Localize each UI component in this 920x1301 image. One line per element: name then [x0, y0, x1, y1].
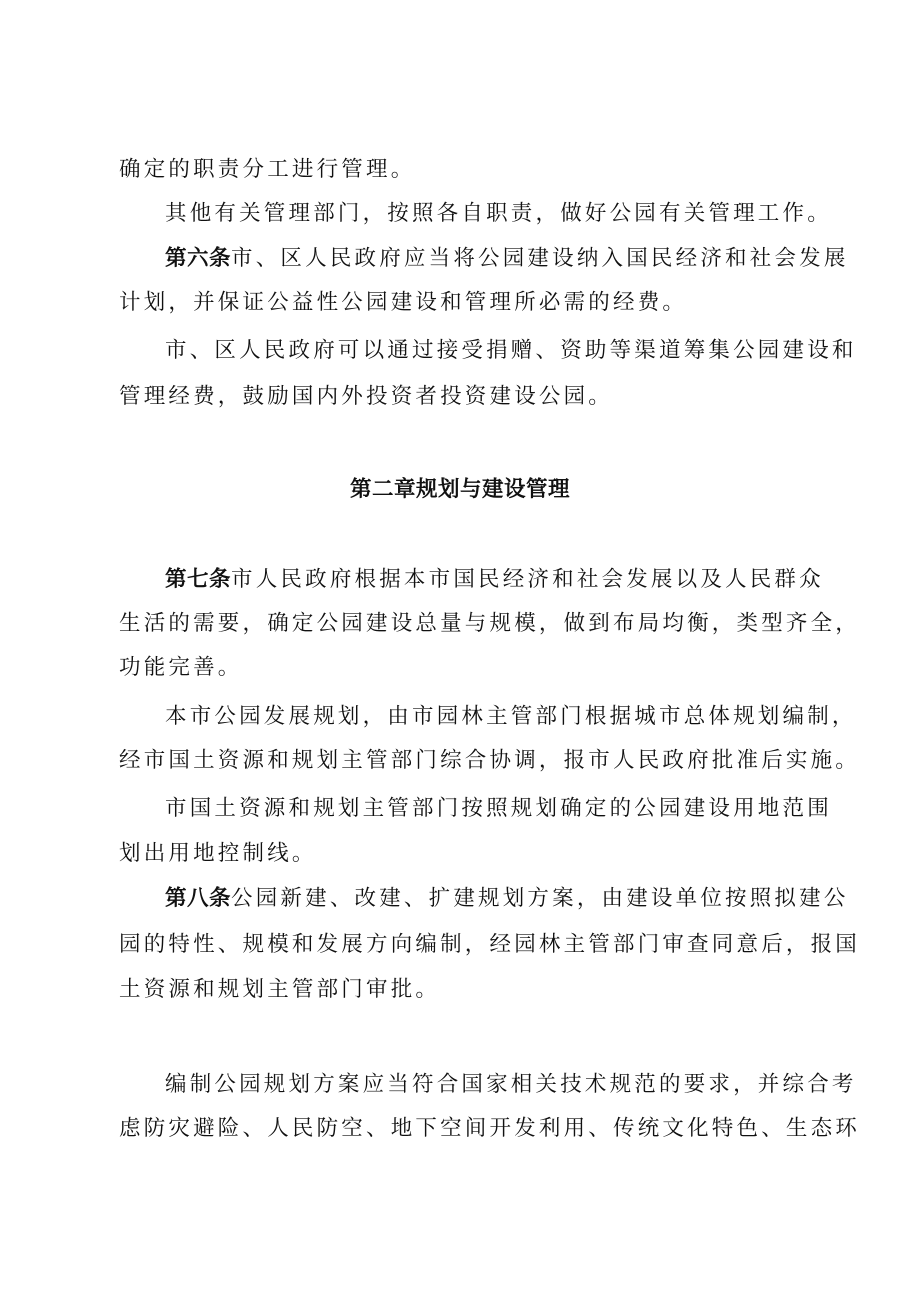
article-8-line: [165, 883, 849, 915]
body-text: 生活的需要，确定公园建设总量与规模，做到布局均衡，类型齐全，: [119, 611, 861, 636]
article-number: 第八条: [165, 886, 232, 911]
body-text: 市人民政府根据本市国民经济和社会发展以及人民群众: [231, 567, 824, 592]
article-6-line: [165, 243, 849, 275]
paragraph-line: [119, 652, 243, 684]
article-7-line: [165, 564, 824, 596]
body-text: 园的特性、规模和发展方向编制，经园林主管部门审查同意后，报国: [119, 932, 861, 957]
body-text: 市、区人民政府应当将公园建设纳入国民经济和社会发展: [231, 246, 849, 271]
paragraph-line: [165, 1069, 857, 1101]
body-text: 其他有关管理部门，按照各自职责，做好公园有关管理工作。: [165, 201, 832, 226]
body-text: 编制公园规划方案应当符合国家相关技术规范的要求，并综合考: [165, 1072, 857, 1097]
body-text: 市国土资源和规划主管部门按照规划确定的公园建设用地范围: [165, 796, 832, 821]
paragraph-line: [119, 929, 860, 961]
paragraph-line: [119, 287, 687, 319]
body-text: 市、区人民政府可以通过接受捐赠、资助等渠道筹集公园建设和: [165, 338, 857, 363]
paragraph-line: [165, 198, 832, 230]
paragraph-line: [119, 154, 415, 186]
paragraph-line: [165, 793, 832, 825]
paragraph-line: [119, 1113, 860, 1145]
paragraph-line: [165, 335, 857, 367]
chapter-heading: 第二章规划与建设管理: [349, 477, 570, 502]
body-text: 功能完善。: [119, 655, 243, 680]
body-text: 确定的职责分工进行管理。: [119, 157, 416, 182]
body-text: 计划，并保证公益性公园建设和管理所必需的经费。: [119, 290, 688, 315]
paragraph-line: [119, 745, 860, 777]
paragraph-line: [119, 381, 613, 413]
body-text: 划出用地控制线。: [119, 841, 317, 866]
article-number: 第六条: [165, 246, 232, 271]
body-text: 虑防灾避险、人民防空、地下空间开发利用、传统文化特色、生态环: [119, 1116, 861, 1141]
paragraph-line: [165, 701, 857, 733]
body-text: 经市国土资源和规划主管部门综合协调，报市人民政府批准后实施。: [119, 748, 861, 773]
body-text: 公园新建、改建、扩建规划方案，由建设单位按照拟建公: [231, 886, 849, 911]
paragraph-line: [119, 608, 860, 640]
paragraph-line: [119, 838, 317, 870]
body-text: 本市公园发展规划，由市园林主管部门根据城市总体规划编制，: [165, 704, 857, 729]
paragraph-line: [119, 974, 440, 1006]
body-text: 土资源和规划主管部门审批。: [119, 977, 441, 1002]
body-text: 管理经费，鼓励国内外投资者投资建设公园。: [119, 384, 614, 409]
article-number: 第七条: [165, 567, 232, 592]
